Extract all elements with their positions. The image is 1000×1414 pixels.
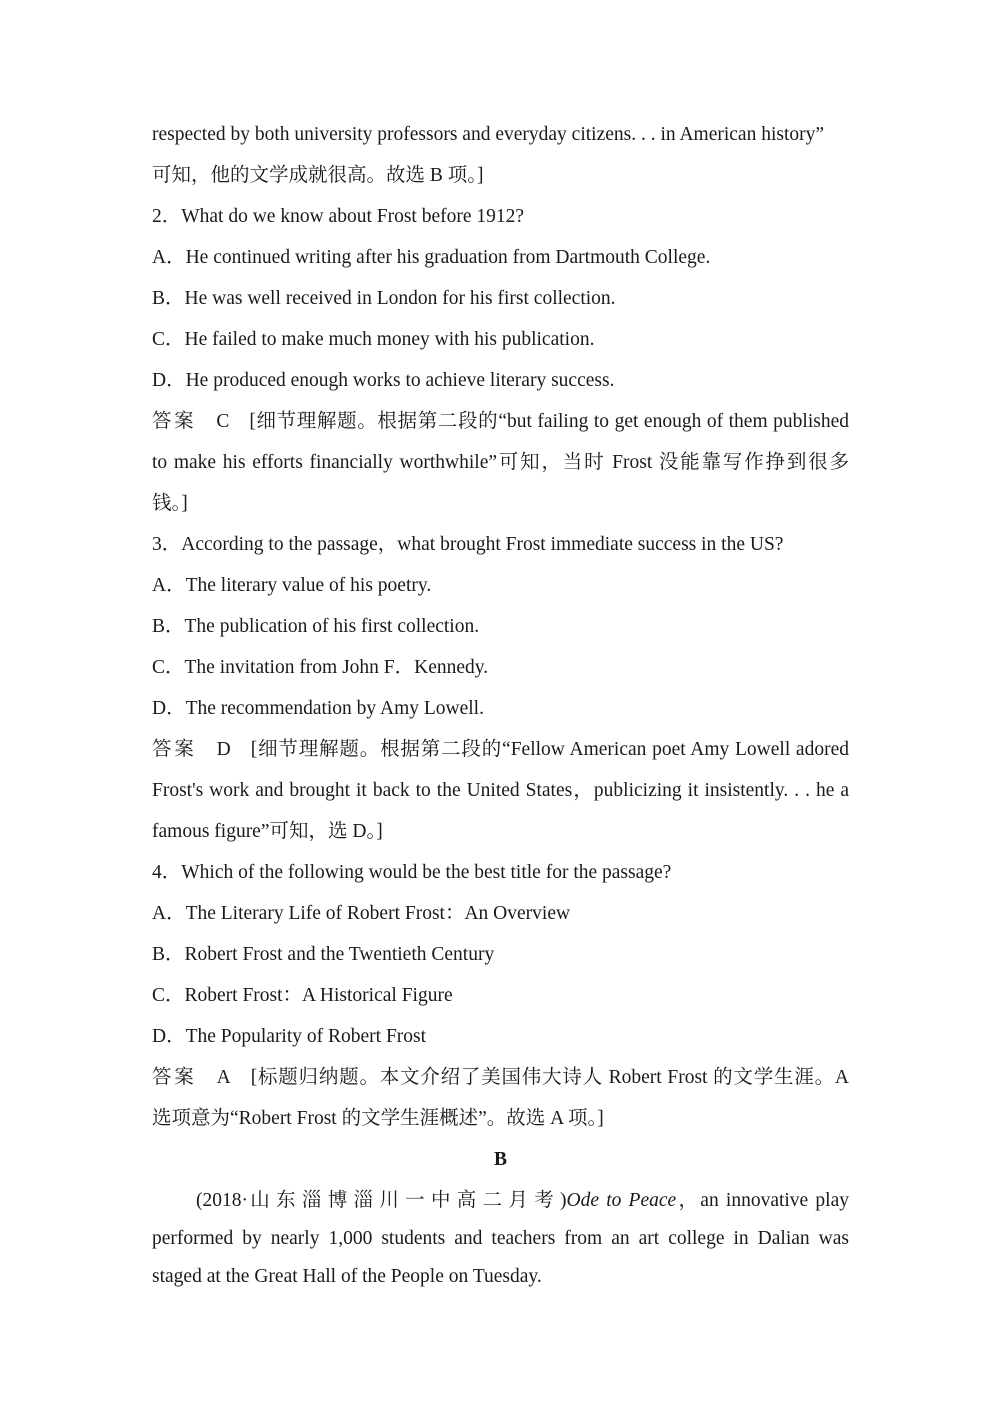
question-4-option-a: A．The Literary Life of Robert Frost：An Overview — [152, 903, 571, 924]
answer-label: 答案 — [152, 739, 197, 760]
question-3-option-b: B．The publication of his first collection. — [152, 616, 480, 637]
section-b-line-3: staged at the Great Hall of the People on Tuesday. — [152, 1266, 542, 1287]
document-page — [152, 114, 849, 1297]
question-3-answer-letter: D — [216, 739, 231, 760]
question-4-explanation-2: 选项意为“Robert Frost 的文学生涯概述”。故选 A 项。] — [152, 1108, 604, 1129]
question-3-stem: 3．According to the passage，what brought Frost immediate success in the US? — [152, 534, 784, 555]
intro-line-1: respected by both university professors and everyday citizens. . . in American history” — [152, 124, 825, 145]
question-2-explanation-2: to make his efforts financially worthwhile”可知，当时 Frost 没能靠写作挣到很多 — [152, 452, 849, 473]
question-2-option-c: C．He failed to make much money with his publication. — [152, 329, 595, 350]
question-3-option-a: A．The literary value of his poetry. — [152, 575, 432, 596]
section-b-line-2: performed by nearly 1,000 students and teachers from an art college in Dalian was — [152, 1228, 849, 1249]
question-2-option-d: D．He produced enough works to achieve literary success. — [152, 370, 615, 391]
answer-label: 答案 — [152, 1067, 197, 1088]
question-3-explanation-3: famous figure”可知，选 D。] — [152, 821, 383, 842]
section-b-line-1 — [152, 1180, 849, 1221]
question-2-answer-letter: C — [216, 411, 230, 432]
section-b-source: 山东淄博淄川一中高二月考 — [248, 1190, 561, 1211]
question-3-option-d: D．The recommendation by Amy Lowell. — [152, 698, 484, 719]
question-2-option-b: B．He was well received in London for his first collection. — [152, 288, 616, 309]
question-3-explanation-2: Frost's work and brought it back to the United States，publicizing it insistently. . . he a — [152, 780, 849, 801]
question-2-explanation-1: [细节理解题。根据第二段的“but failing to get enough of them published — [249, 411, 849, 432]
question-4-answer-line-1 — [152, 1057, 849, 1098]
section-b-source-open: (2018· — [196, 1190, 248, 1211]
question-4-explanation-1: [标题归纳题。本文介绍了美国伟大诗人 Robert Frost 的文学生涯。A — [250, 1067, 849, 1088]
question-3-option-c: C．The invitation from John F．Kennedy. — [152, 657, 489, 678]
intro-line-2: 可知，他的文学成就很高。故选 B 项。] — [152, 165, 484, 186]
question-2-option-a: A．He continued writing after his graduation from Dartmouth College. — [152, 247, 711, 268]
question-2-stem: 2．What do we know about Frost before 1912? — [152, 206, 525, 227]
question-2-answer-line-1 — [152, 401, 849, 442]
question-3-explanation-1: [细节理解题。根据第二段的“Fellow American poet Amy Lowell adored — [250, 739, 849, 760]
question-4-answer-letter: A — [216, 1067, 231, 1088]
section-b-line-1-rest: ，an innovative play — [676, 1190, 849, 1211]
question-4-option-c: C．Robert Frost：A Historical Figure — [152, 985, 453, 1006]
section-b-heading: B — [493, 1149, 507, 1170]
section-b-title: Ode to Peace — [566, 1190, 677, 1211]
question-2-explanation-3: 钱。] — [152, 493, 188, 514]
answer-label: 答案 — [152, 411, 197, 432]
question-4-option-d: D．The Popularity of Robert Frost — [152, 1026, 427, 1047]
question-3-answer-line-1 — [152, 729, 849, 770]
question-4-stem: 4．Which of the following would be the best title for the passage? — [152, 862, 672, 883]
section-b-source-close: ) — [560, 1190, 567, 1211]
question-4-option-b: B．Robert Frost and the Twentieth Century — [152, 944, 495, 965]
